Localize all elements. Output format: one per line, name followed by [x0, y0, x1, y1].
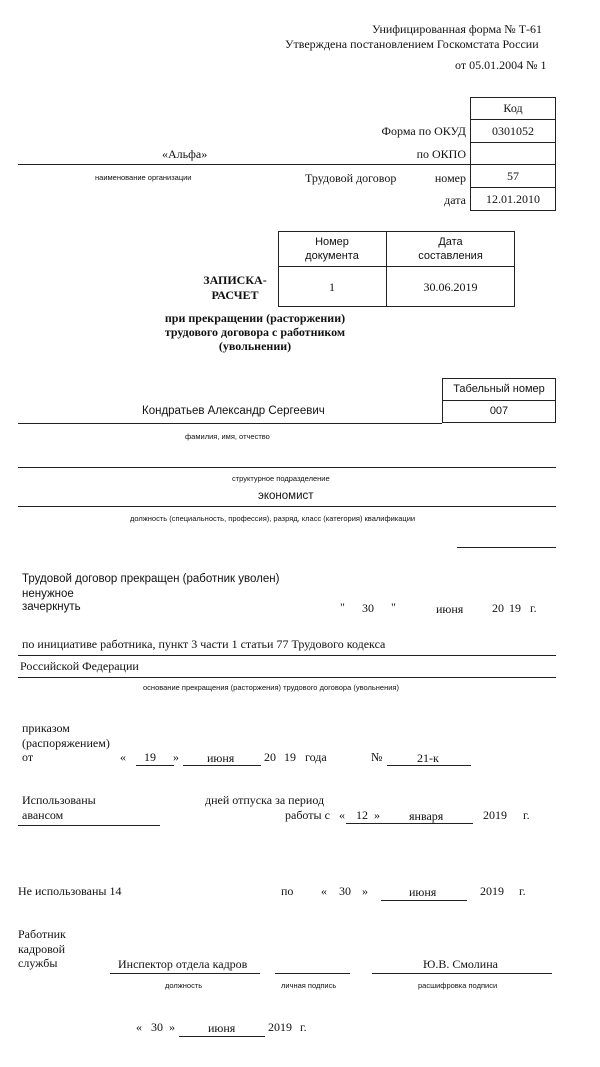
vacation-period-label-1: дней отпуска за период	[205, 793, 325, 807]
termination-quote-open: "	[340, 600, 345, 614]
document-subtitle-3: (увольнении)	[218, 339, 292, 353]
vacation-used-quote-open: «	[339, 808, 345, 822]
vacation-period-label-2: работы с	[285, 808, 330, 822]
vacation-unused-day: 30	[339, 884, 351, 898]
contract-date-value: 12.01.2010	[486, 192, 540, 206]
doc-number-header-2: документа	[305, 250, 359, 262]
document-title-2: РАСЧЕТ	[211, 288, 259, 302]
document-subtitle-2: трудового договора с работником	[164, 325, 346, 339]
vacation-used-quote-close: »	[374, 808, 380, 822]
signer-position: Инспектор отдела кадров	[118, 957, 248, 971]
vacation-unused-month: июня	[409, 885, 437, 899]
signature-quote-close: »	[169, 1020, 175, 1034]
vacation-unused-year-word: г.	[519, 884, 526, 898]
employee-name: Кондратьев Александр Сергеевич	[142, 405, 325, 417]
termination-year-word: г.	[530, 601, 537, 615]
position-caption: должность (специальность, профессия), разряд, класс (категория) квалификации	[130, 514, 416, 523]
order-quote-close: »	[173, 750, 179, 764]
termination-quote-close: "	[391, 600, 396, 614]
signature-year: 2019	[268, 1020, 292, 1034]
department-caption: структурное подразделение	[232, 474, 330, 483]
contract-date-label: дата	[444, 193, 466, 207]
tab-number-value: 007	[489, 405, 509, 417]
termination-year-suffix: 19	[509, 601, 521, 615]
order-day: 19	[144, 750, 156, 764]
tab-number-label: Табельный номер	[453, 383, 545, 395]
okud-label: Форма по ОКУД	[381, 124, 466, 138]
order-month: июня	[207, 751, 235, 765]
signature-year-word: г.	[300, 1020, 307, 1034]
vacation-used-label-2: авансом	[22, 808, 64, 822]
signature-quote-open: «	[136, 1020, 142, 1034]
approval-date: от 05.01.2004 № 1	[455, 58, 547, 72]
termination-basis-2: Российской Федерации	[20, 659, 139, 673]
contract-number-value: 57	[507, 169, 519, 183]
okud-value: 0301052	[492, 124, 534, 138]
signer-name: Ю.В. Смолина	[423, 957, 498, 971]
vacation-used-day: 12	[356, 808, 368, 822]
doc-date-header-2: составления	[418, 250, 483, 262]
okpo-label: по ОКПО	[416, 147, 466, 161]
vacation-used-label-1: Использованы	[22, 793, 96, 807]
termination-text-3: зачеркнуть	[22, 601, 81, 613]
document-subtitle-1: при прекращении (расторжении)	[164, 311, 346, 325]
vacation-unused-quote-close: »	[362, 884, 368, 898]
vacation-used-year: 2019	[483, 808, 507, 822]
code-header: Код	[503, 101, 523, 115]
hr-worker-label-3: службы	[18, 956, 58, 970]
organization-caption: наименование организации	[95, 173, 192, 182]
termination-text-2: ненужное	[22, 588, 74, 600]
order-label-3: от	[22, 750, 34, 764]
termination-year-prefix: 20	[492, 601, 504, 615]
signature-day: 30	[151, 1020, 163, 1034]
order-quote-open: «	[120, 750, 126, 764]
document-title-1: ЗАПИСКА-	[203, 273, 267, 287]
employee-name-caption: фамилия, имя, отчество	[185, 432, 270, 441]
order-year-word: года	[305, 750, 327, 764]
vacation-unused-year: 2019	[480, 884, 504, 898]
signer-name-caption: расшифровка подписи	[418, 981, 498, 990]
signer-position-caption: должность	[165, 981, 203, 990]
form-name: Унифицированная форма № Т-61	[372, 22, 543, 36]
organization-name: «Альфа»	[162, 147, 208, 161]
termination-day: 30	[362, 601, 374, 615]
termination-basis-caption: основание прекращения (расторжения) трудового договора (увольнения)	[143, 683, 399, 692]
vacation-used-year-word: г.	[523, 808, 530, 822]
order-label-1: приказом	[22, 721, 70, 735]
contract-number-label: номер	[434, 171, 466, 185]
hr-worker-label-2: кадровой	[18, 942, 66, 956]
doc-number-header-1: Номер	[315, 236, 349, 248]
hr-worker-label-1: Работник	[18, 927, 66, 941]
order-number-value: 21-к	[417, 751, 439, 765]
vacation-unused-quote-open: «	[321, 884, 327, 898]
termination-basis-1: по инициативе работника, пункт 3 части 1 статьи 77 Трудового кодекса	[22, 637, 386, 651]
order-number-sign: №	[371, 750, 383, 764]
signature-month: июня	[208, 1021, 236, 1035]
vacation-used-month: января	[409, 809, 444, 823]
order-year-suffix: 19	[284, 750, 296, 764]
vacation-unused-label: Не использованы 14	[18, 884, 122, 898]
termination-month: июня	[436, 602, 464, 616]
document-date-value: 30.06.2019	[423, 280, 478, 294]
vacation-unused-by-label: по	[281, 884, 294, 898]
document-number-value: 1	[329, 280, 335, 294]
order-year-prefix: 20	[264, 750, 276, 764]
order-label-2: (распоряжением)	[22, 736, 110, 750]
contract-label: Трудовой договор	[305, 171, 397, 185]
signer-sign-caption: личная подпись	[281, 981, 337, 990]
position-value: экономист	[258, 490, 314, 502]
approval-note: Утверждена постановлением Госкомстата России	[285, 37, 539, 51]
doc-date-header-1: Дата	[438, 236, 463, 248]
termination-text-1: Трудовой договор прекращен (работник уволен)	[22, 573, 280, 585]
